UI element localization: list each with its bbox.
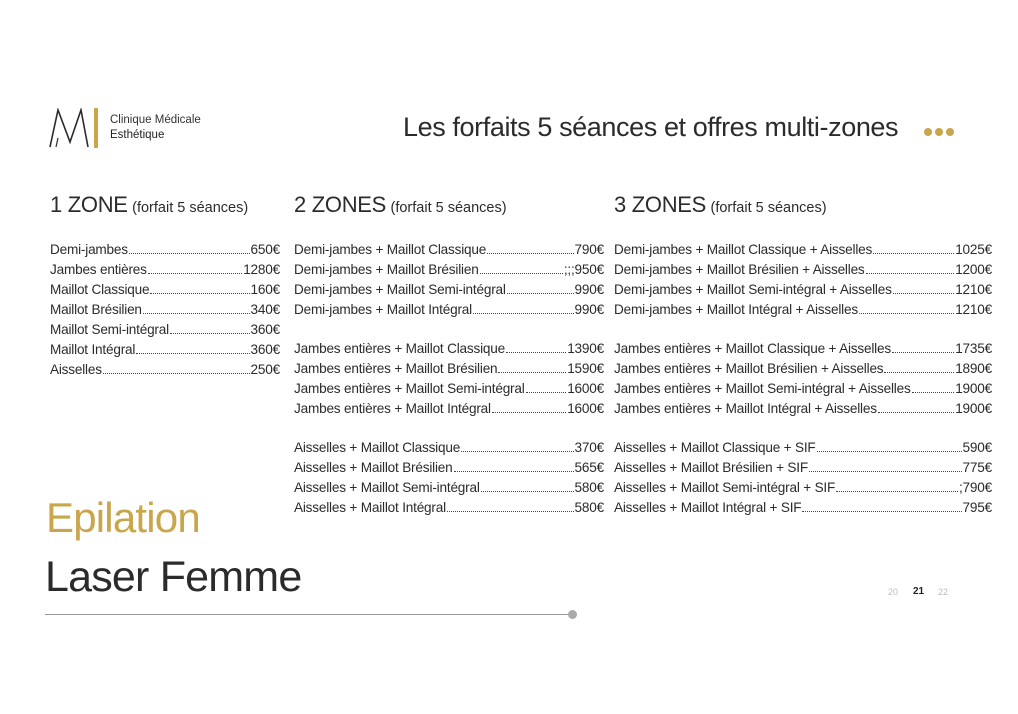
price-value: 1600€ [567, 401, 604, 416]
divider-line [45, 614, 573, 615]
zone-label: Aisselles + Maillot Semi-intégral [294, 480, 480, 495]
column-heading-zones: 3 ZONES [614, 192, 707, 217]
zone-label: Jambes entières + Maillot Brésilien + Aisselles [614, 361, 884, 376]
price-value: 1390€ [567, 341, 604, 356]
price-row [614, 438, 992, 458]
price-row [50, 340, 280, 360]
price-row [50, 360, 280, 380]
zone-label: Aisselles + Maillot Semi-intégral + SIF [614, 480, 836, 495]
price-group [614, 438, 992, 518]
zone-label: Demi-jambes + Maillot Semi-intégral [294, 282, 506, 297]
dotted-leader [498, 372, 566, 373]
dotted-leader [136, 353, 249, 354]
price-row [294, 379, 604, 399]
price-value: 340€ [250, 302, 280, 317]
zone-label: Aisselles + Maillot Brésilien + SIF [614, 460, 808, 475]
dotted-leader [873, 253, 954, 254]
price-value: 1900€ [955, 401, 992, 416]
price-row [614, 339, 992, 359]
dot-icon [935, 128, 943, 136]
price-value: 1200€ [955, 262, 992, 277]
page-number-prev[interactable]: 20 [888, 587, 899, 597]
zone-label: Aisselles + Maillot Intégral + SIF [614, 500, 802, 515]
dotted-leader [148, 273, 242, 274]
column-2-zones [294, 192, 604, 518]
price-group [294, 339, 604, 419]
dotted-leader [892, 352, 954, 353]
zone-label: Demi-jambes + Maillot Brésilien + Aisselles [614, 262, 865, 277]
price-row [294, 300, 604, 320]
dotted-leader [526, 392, 567, 393]
heading-laser-femme: Laser Femme [45, 553, 302, 601]
price-row [614, 260, 992, 280]
price-value: 1900€ [955, 381, 992, 396]
price-group [614, 339, 992, 419]
logo-line-2: Esthétique [110, 129, 165, 141]
price-row [294, 399, 604, 419]
zone-label: Demi-jambes + Maillot Classique + Aisselles [614, 242, 873, 257]
price-row [294, 498, 604, 518]
price-row [294, 339, 604, 359]
dotted-leader [802, 511, 961, 512]
price-row [614, 399, 992, 419]
dot-icon [924, 128, 932, 136]
price-row [294, 280, 604, 300]
price-value: 1735€ [955, 341, 992, 356]
decorative-dots [924, 128, 954, 136]
price-row [614, 458, 992, 478]
price-value: 790€ [574, 242, 604, 257]
column-3-zones [614, 192, 992, 518]
dotted-leader [461, 451, 573, 452]
price-value: 1600€ [567, 381, 604, 396]
dotted-leader [884, 372, 954, 373]
price-group [294, 438, 604, 518]
zone-label: Aisselles + Maillot Intégral [294, 500, 446, 515]
price-row [50, 260, 280, 280]
dotted-leader [473, 313, 574, 314]
price-row [294, 240, 604, 260]
dotted-leader [836, 491, 958, 492]
dotted-leader [859, 313, 954, 314]
price-value: 1210€ [955, 302, 992, 317]
zone-label: Jambes entières + Maillot Classique + Aisselles [614, 341, 891, 356]
price-row [614, 359, 992, 379]
price-value: 1590€ [567, 361, 604, 376]
dotted-leader [129, 253, 250, 254]
clinic-monogram-icon [48, 108, 100, 148]
price-group [50, 240, 280, 380]
dotted-leader [170, 333, 250, 334]
zone-label: Demi-jambes + Maillot Classique [294, 242, 487, 257]
price-value: 565€ [574, 460, 604, 475]
price-value: 795€ [962, 500, 992, 515]
price-value: 590€ [962, 440, 992, 455]
zone-label: Jambes entières + Maillot Semi-intégral [294, 381, 525, 396]
price-row [614, 300, 992, 320]
column-heading-note: (forfait 5 séances) [132, 200, 249, 216]
zone-label: Jambes entières + Maillot Intégral [294, 401, 491, 416]
logo-line-1: Clinique Médicale [110, 114, 201, 126]
zone-label: Maillot Classique [50, 282, 150, 297]
dotted-leader [866, 273, 955, 274]
dotted-leader [143, 313, 250, 314]
zone-label: Aisselles + Maillot Classique [294, 440, 461, 455]
price-row [614, 240, 992, 260]
zone-label: Aisselles + Maillot Classique + SIF [614, 440, 816, 455]
price-value: 360€ [250, 322, 280, 337]
price-row [50, 280, 280, 300]
page-number-current: 21 [913, 586, 925, 597]
zone-label: Demi-jambes [50, 242, 128, 257]
zone-label: Aisselles [50, 362, 102, 377]
column-heading [294, 192, 604, 218]
price-value: 250€ [250, 362, 280, 377]
price-value: 990€ [574, 282, 604, 297]
zone-label: Demi-jambes + Maillot Intégral [294, 302, 472, 317]
zone-label: Demi-jambes + Maillot Intégral + Aisselles [614, 302, 858, 317]
zone-label: Jambes entières + Maillot Brésilien [294, 361, 498, 376]
dotted-leader [878, 412, 954, 413]
price-row [294, 359, 604, 379]
zone-label: Jambes entières + Maillot Semi-intégral + Aisselles [614, 381, 911, 396]
clinic-logo [48, 108, 201, 148]
price-value: 580€ [574, 500, 604, 515]
zone-label: Maillot Brésilien [50, 302, 142, 317]
price-value: 580€ [574, 480, 604, 495]
zone-label: Jambes entières + Maillot Intégral + Aisselles [614, 401, 877, 416]
price-row [294, 478, 604, 498]
dotted-leader [150, 293, 249, 294]
price-row [50, 240, 280, 260]
zone-label: Maillot Intégral [50, 342, 136, 357]
dotted-leader [103, 373, 250, 374]
zone-label: Demi-jambes + Maillot Semi-intégral + Aisselles [614, 282, 892, 297]
price-value: 650€ [250, 242, 280, 257]
dotted-leader [481, 491, 574, 492]
price-row [50, 300, 280, 320]
dotted-leader [912, 392, 955, 393]
price-value: ;790€ [958, 480, 992, 495]
price-row [614, 498, 992, 518]
price-row [50, 320, 280, 340]
column-heading-note: (forfait 5 séances) [710, 200, 827, 216]
column-heading-zones: 1 ZONE [50, 192, 128, 217]
price-value: 1280€ [243, 262, 280, 277]
price-value: 990€ [574, 302, 604, 317]
zone-label: Maillot Semi-intégral [50, 322, 169, 337]
dotted-leader [492, 412, 566, 413]
dotted-leader [480, 273, 563, 274]
price-row [614, 280, 992, 300]
heading-epilation: Epilation [46, 494, 200, 541]
dotted-leader [809, 471, 962, 472]
column-1-zone [50, 192, 280, 380]
dotted-leader [817, 451, 962, 452]
column-heading-note: (forfait 5 séances) [390, 200, 507, 216]
price-value: 1890€ [955, 361, 992, 376]
price-value: 1025€ [955, 242, 992, 257]
price-row [614, 478, 992, 498]
price-value: 1210€ [955, 282, 992, 297]
dot-icon [946, 128, 954, 136]
price-row [294, 458, 604, 478]
divider-dot [568, 610, 577, 619]
zone-label: Jambes entières + Maillot Classique [294, 341, 505, 356]
price-row [294, 438, 604, 458]
dotted-leader [506, 352, 566, 353]
price-group [614, 240, 992, 320]
page-title: Les forfaits 5 séances et offres multi-zones [403, 112, 899, 142]
column-heading-zones: 2 ZONES [294, 192, 387, 217]
price-value: 360€ [250, 342, 280, 357]
column-heading [614, 192, 992, 218]
zone-label: Demi-jambes + Maillot Brésilien [294, 262, 479, 277]
price-value: 370€ [574, 440, 604, 455]
column-heading [50, 192, 280, 218]
page-number-next[interactable]: 22 [938, 587, 949, 597]
dotted-leader [487, 253, 573, 254]
dotted-leader [454, 471, 574, 472]
dotted-leader [447, 511, 574, 512]
price-value: ;;;950€ [563, 262, 604, 277]
zone-label: Jambes entières [50, 262, 147, 277]
price-value: 775€ [962, 460, 992, 475]
dotted-leader [893, 293, 955, 294]
price-value: 160€ [250, 282, 280, 297]
dotted-leader [507, 293, 574, 294]
zone-label: Aisselles + Maillot Brésilien [294, 460, 453, 475]
price-row [294, 260, 604, 280]
price-group [294, 240, 604, 320]
price-row [614, 379, 992, 399]
